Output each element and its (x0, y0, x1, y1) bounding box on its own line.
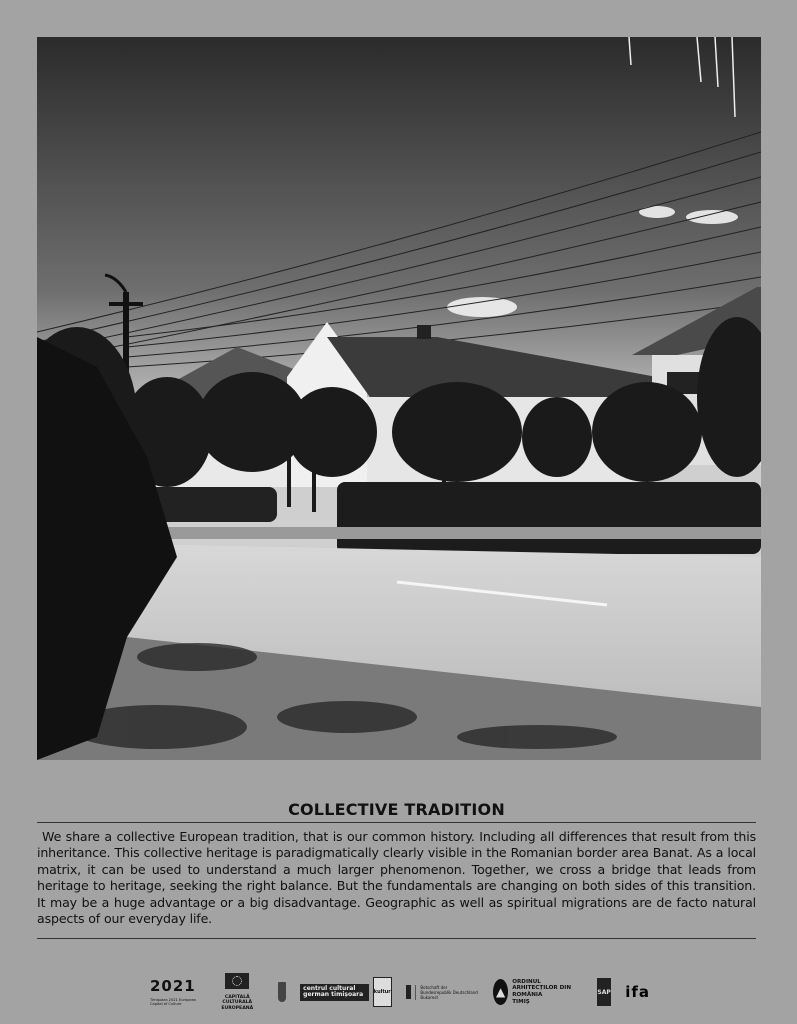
street-photo (37, 37, 761, 760)
kultur-logo: kultur (373, 977, 392, 1007)
poster-body-text: We share a collective European tradition, that is our common history. Including all differences that result from this inheritance. This collective heritage is paradigmatically clearly visible in the Romanian border area Banat. As a local matrix, it can be used to understand a much larger phenomenon. Together, we cross a bridge that leads from heritage to heritage, seeking the right balance. But the fundamentals are changing on both sides of this transition. It may be a huge advantage or a big disadvantage. Geographic as well as spiritual migrations are de facto natural aspects of our everyday life. (37, 829, 756, 927)
hedge (337, 482, 761, 554)
centru-cultural-logo (300, 977, 392, 1007)
poster-title: COLLECTIVE TRADITION (288, 800, 505, 819)
german-embassy-logo (406, 985, 479, 1000)
title-divider (37, 822, 756, 823)
oar-triangle-icon: ▲ (493, 979, 508, 1005)
eu-capital-label: CAPITALĂ CULTURALĂ EUROPEANĂ (221, 994, 254, 1011)
oar-title: ORDINUL ARHITECȚILOR DIN ROMÂNIA (512, 978, 572, 998)
timisoara-2021-logo-caption: Timișoara 2021 European Capital of Culture (150, 998, 197, 1006)
timisoara-crest-icon (278, 982, 286, 1002)
ifa-logo: ifa (625, 983, 650, 1001)
german-embassy-text: Botschaft der Bundesrepublik Deutschland Bukarest (415, 985, 479, 1000)
sponsor-logos (150, 972, 650, 1012)
eagle-icon (406, 985, 412, 999)
timisoara-2021-logo-number: 2021 (150, 977, 196, 995)
body-divider (37, 938, 756, 939)
eu-capital-logo (211, 973, 264, 1012)
sap-logo: SAP (597, 978, 611, 1006)
oar-timis-logo (493, 979, 583, 1005)
photo-illustration (37, 37, 761, 760)
timisoara-2021-logo (150, 978, 197, 1006)
eu-flag-icon (225, 973, 249, 989)
centru-cultural-text: centrul cultural german timișoara (300, 984, 369, 1001)
oar-sub: TIMIȘ (512, 998, 530, 1005)
